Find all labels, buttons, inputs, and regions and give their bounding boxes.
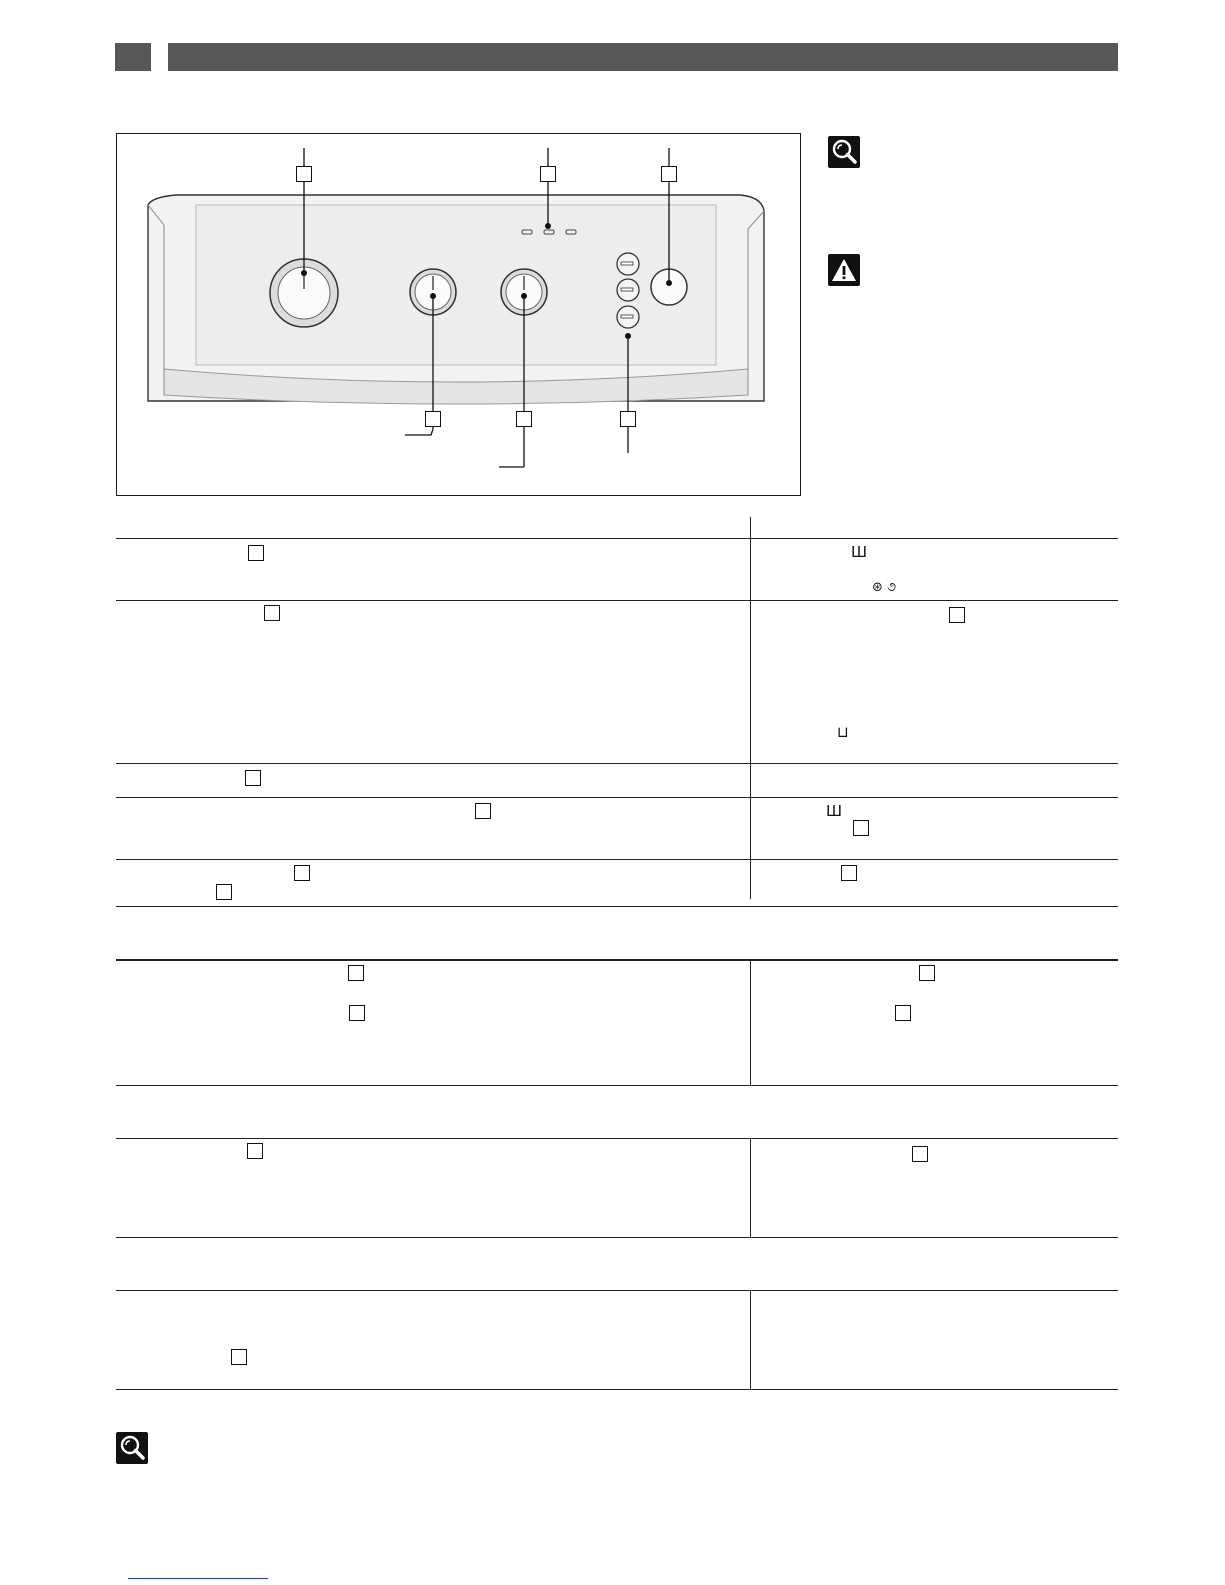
table-rule: [116, 797, 1118, 798]
section-header-bar: [168, 43, 1118, 71]
table-column-divider-4: [750, 1290, 751, 1389]
reference-box: [348, 965, 364, 981]
table-rule: [116, 1389, 1118, 1390]
reference-box: [853, 820, 869, 836]
table-rule: [116, 763, 1118, 764]
table-column-divider-2: [750, 960, 751, 1085]
callout-box-5: [516, 411, 532, 427]
reference-box: [919, 965, 935, 981]
symbol-pair-icon: ⊛ ૭: [872, 580, 897, 595]
table-rule: [116, 959, 1118, 961]
table-rule: [116, 538, 1118, 539]
reference-box: [912, 1146, 928, 1162]
reference-box: [245, 770, 261, 786]
indicator-lights: [522, 230, 576, 234]
callout-box-6: [620, 411, 636, 427]
magnifier-icon: [116, 1432, 148, 1464]
symbol-ellipse-icon: Ш: [851, 543, 868, 561]
table-rule: [116, 859, 1118, 860]
table-rule: [116, 906, 1118, 907]
reference-box: [264, 605, 280, 621]
table-rule: [116, 600, 1118, 601]
table-column-divider-1: [750, 517, 751, 899]
reference-box: [294, 865, 310, 881]
table-column-divider-3: [750, 1138, 751, 1237]
reference-box: [248, 545, 264, 561]
table-rule: [116, 1290, 1118, 1291]
callout-box-1: [296, 166, 312, 182]
option-buttons: [617, 253, 639, 328]
reference-box: [216, 884, 232, 900]
symbol-tub-icon: ⊔: [837, 723, 849, 741]
footer-link[interactable]: [128, 1578, 268, 1579]
reference-box: [895, 1005, 911, 1021]
reference-box: [349, 1005, 365, 1021]
warning-icon: [828, 254, 860, 286]
table-rule: [116, 1138, 1118, 1139]
control-panel-drawing: [116, 133, 801, 496]
callout-box-3: [661, 166, 677, 182]
page-number-tab: [115, 43, 151, 71]
reference-box: [231, 1349, 247, 1365]
callout-box-2: [540, 166, 556, 182]
table-rule: [116, 1085, 1118, 1086]
reference-box: [247, 1143, 263, 1159]
reference-box: [949, 607, 965, 623]
magnifier-icon: [828, 136, 860, 168]
symbol-ellipse-icon: Ш: [826, 802, 843, 820]
table-rule: [116, 1237, 1118, 1238]
callout-box-4: [425, 411, 441, 427]
reference-box: [475, 803, 491, 819]
reference-box: [841, 865, 857, 881]
